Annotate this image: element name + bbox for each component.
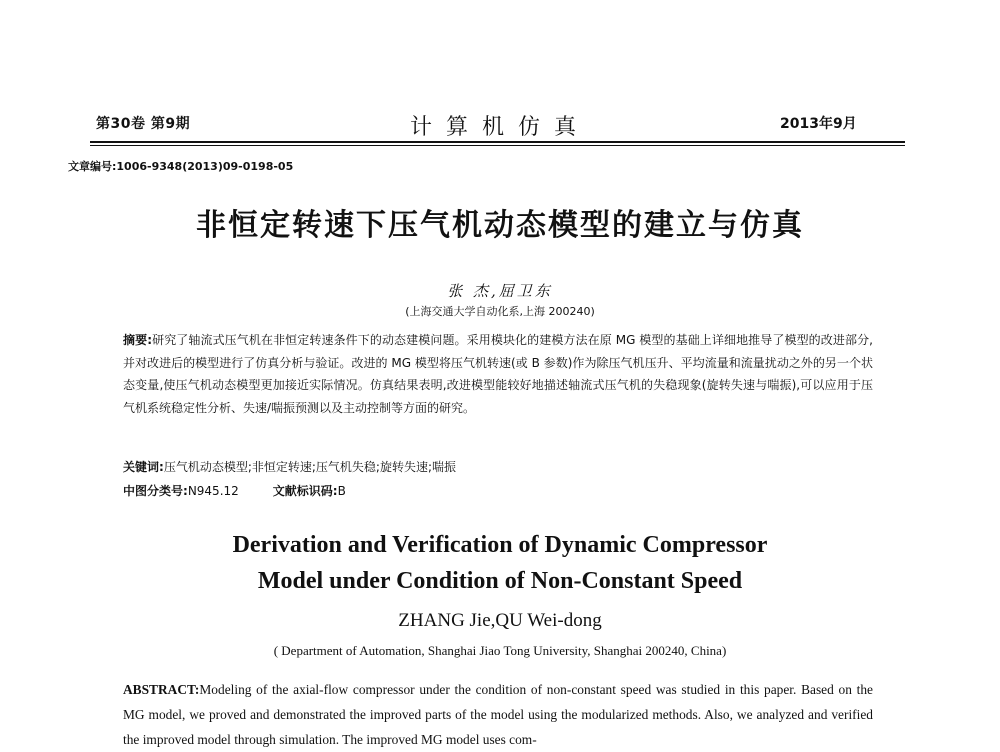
chinese-title: 非恒定转速下压气机动态模型的建立与仿真 [196, 208, 804, 243]
chinese-abstract-text: 研究了轴流式压气机在非恒定转速条件下的动态建模问题。采用模块化的建模方法在原 MG 模型的基础上详细地推导了模型的改进部分,并对改进后的模型进行了仿真分析与验证。改进的 MG 模型将压气机转速(或 B 参数)作为除压气机压升、平均流量和流量扰动之外的另一个状态变量,使压气机动态模型更加接近实际情况。仿真结果表明,改进模型能较好地描述轴流式压气机的失稳现象(旋转失速与喘振),可以应用于压气机系统稳定性分析、失速/喘振预测以及主动控制等方面的研究。 [123, 333, 873, 415]
english-authors: ZHANG Jie,QU Wei-dong [398, 610, 602, 631]
chinese-abstract [123, 329, 873, 419]
class-number-label: 中图分类号: [123, 484, 188, 498]
english-title-line-1: Derivation and Verification of Dynamic Compressor [232, 532, 768, 558]
classification-line [123, 482, 873, 499]
journal-name: 计算机仿真 [409, 115, 590, 140]
volume-issue: 第30卷 第9期 [96, 116, 191, 132]
chinese-keywords [123, 458, 873, 475]
class-number-value: N945.12 [187, 484, 239, 498]
header-rule-thin [90, 145, 905, 146]
header-rule-thick [90, 141, 905, 143]
issue-date: 2013年9月 [780, 116, 857, 132]
keywords-label: 关键词: [123, 460, 164, 474]
doc-code-label: 文献标识码: [272, 484, 338, 498]
english-title [0, 527, 1000, 599]
chinese-abstract-label: 摘要: [123, 333, 152, 347]
keywords-text: 压气机动态模型;非恒定转速;压气机失稳;旋转失速;喘振 [163, 460, 456, 474]
chinese-affiliation: (上海交通大学自动化系,上海 200240) [405, 305, 595, 318]
english-title-line-2: Model under Condition of Non-Constant Speed [257, 568, 743, 594]
english-affiliation: ( Department of Automation, Shanghai Jiao Tong University, Shanghai 200240, China) [273, 643, 727, 658]
english-abstract [123, 677, 873, 752]
english-abstract-label: ABSTRACT: [123, 682, 200, 697]
chinese-authors: 张 杰,屈卫东 [447, 282, 553, 300]
doc-code-value: B [337, 484, 346, 498]
article-number: 文章编号:1006-9348(2013)09-0198-05 [68, 160, 294, 173]
english-abstract-text: Modeling of the axial-flow compressor under the condition of non-constant speed was studied in this paper. Based on the MG model, we proved and demonstrated the improved parts of the model using the modularized methods. Also, we analyzed and verified the improved model through simulation. The improved MG model uses com- [123, 682, 873, 747]
